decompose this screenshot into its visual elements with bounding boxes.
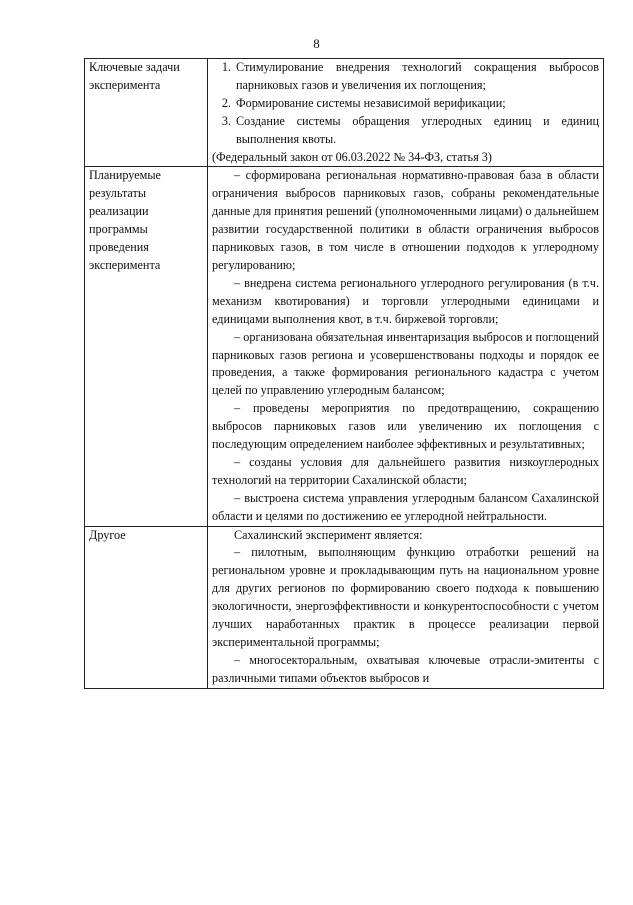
result-paragraph: – внедрена система регионального углеродного регулирования (в т.ч. механизм квотирования) и торговли углеродными единицами и единицами выполнения квот, в т.ч. биржевой торговли;	[212, 275, 599, 326]
other-paragraph: Сахалинский эксперимент является:	[234, 527, 423, 542]
result-paragraph: – организована обязательная инвентаризация выбросов и поглощений парниковых газов региона и усовершенствованы подходы и порядок ее проведения, а также формирования регионального кадастра с учетом целей по управлению углеродным балансом;	[212, 329, 599, 398]
result-paragraph: – сформирована региональная нормативно-правовая база в области ограничения выбросов парниковых газов, собраны рекомендательные данные для принятия решений (уполномоченными лицами) о дальнейшем развитии государственной политики в области ограничения выбросов парниковых газов, в том числе в отношении подходов к углеродному регулированию;	[212, 168, 599, 272]
page-number: 8	[313, 36, 320, 51]
law-reference: (Федеральный закон от 06.03.2022 № 34-ФЗ, статья 3)	[212, 149, 492, 164]
table-row	[85, 167, 604, 526]
task-item: 2. Формирование системы независимой верификации;	[234, 95, 599, 113]
result-paragraph: – проведены мероприятия по предотвращению, сокращению выбросов парниковых газов или увеличению их поглощения с последующим определением наиболее эффективных и результативных;	[212, 401, 599, 452]
task-item: 3. Создание системы обращения углеродных единиц и единиц выполнения квоты.	[234, 113, 599, 149]
other-paragraph: – пилотным, выполняющим функцию отработки решений на региональном уровне и прокладывающим путь на национальном уровне для других регионов по формированию своего подхода к повышению экологичности, энергоэффективности и конкурентоспособности с учетом лучших наработанных практик в процессе реализации первой экспериментальной программы;	[212, 545, 599, 649]
row-content	[208, 167, 604, 526]
result-paragraph: – выстроена система управления углеродным балансом Сахалинской области и целями по достижению ее углеродной нейтральности.	[212, 490, 599, 523]
row-label: Планируемые результаты реализации программы проведения эксперимента	[85, 167, 208, 526]
table-row	[85, 526, 604, 688]
experiment-table	[84, 58, 604, 689]
result-paragraph: – созданы условия для дальнейшего развития низкоуглеродных технологий на территории Сахалинской области;	[212, 454, 599, 487]
table-row	[85, 59, 604, 167]
row-content	[208, 526, 604, 688]
row-content	[208, 59, 604, 167]
row-label: Другое	[85, 526, 208, 688]
other-paragraph: – многосекторальным, охватывая ключевые отрасли-эмитенты с различными типами объектов выбросов и	[212, 652, 599, 685]
row-label: Ключевые задачи эксперимента	[85, 59, 208, 167]
task-item: 1. Стимулирование внедрения технологий сокращения выбросов парниковых газов и увеличения их поглощения;	[234, 59, 599, 95]
tasks-list	[212, 59, 599, 149]
